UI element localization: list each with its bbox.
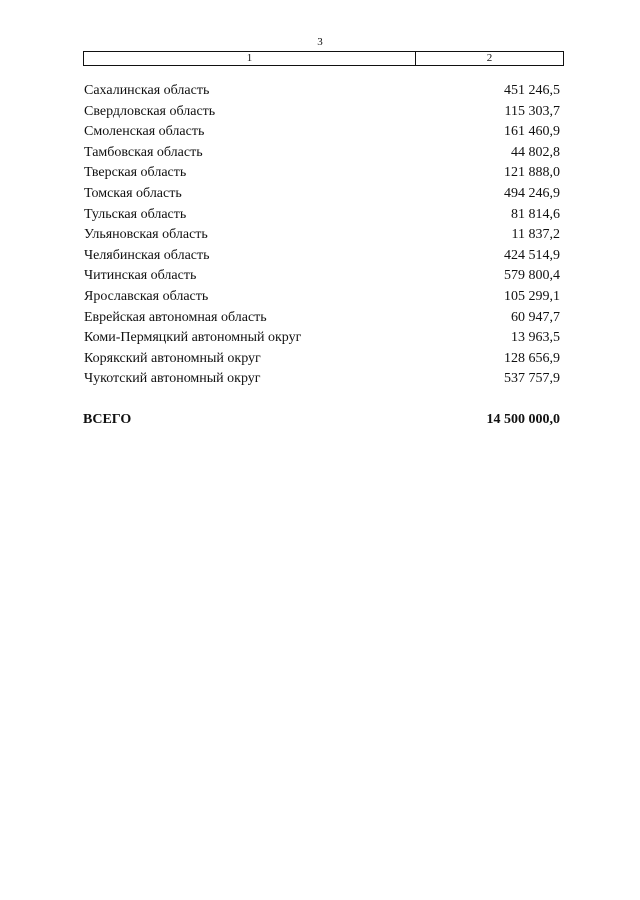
region-name: Челябинская область [84, 247, 210, 263]
table-row [84, 102, 560, 123]
table-row [84, 184, 560, 205]
total-row [83, 410, 560, 430]
region-name: Тульская область [84, 206, 187, 222]
region-value: 424 514,9 [504, 247, 560, 263]
region-value: 11 837,2 [511, 227, 560, 243]
region-name: Коми-Пермяцкий автономный округ [84, 330, 302, 346]
region-value: 121 888,0 [504, 165, 560, 181]
region-name: Ульяновская область [84, 227, 208, 243]
region-name: Тверская область [84, 165, 187, 181]
table-row [84, 287, 560, 308]
region-name: Свердловская область [84, 103, 216, 119]
region-value: 451 246,5 [504, 83, 560, 98]
region-name: Корякский автономный округ [84, 350, 261, 366]
page-number: 3 [317, 36, 323, 48]
column-header-1: 1 [84, 52, 416, 65]
total-label: ВСЕГО [83, 412, 132, 427]
column-header-2: 2 [486, 52, 493, 64]
region-name: Тамбовская область [84, 144, 203, 160]
table-row [84, 163, 560, 184]
region-value: 161 460,9 [504, 124, 560, 140]
region-name: Ярославская область [84, 288, 209, 304]
table-row [84, 205, 560, 226]
table-row [84, 328, 560, 349]
region-value: 537 757,9 [504, 371, 560, 387]
table-row [84, 266, 560, 287]
region-value: 44 802,8 [511, 144, 560, 160]
region-name: Сахалинская область [84, 83, 210, 98]
table-row [84, 81, 560, 102]
region-value: 494 246,9 [504, 185, 560, 201]
region-name: Чукотский автономный округ [84, 371, 261, 387]
region-name: Читинская область [84, 268, 197, 284]
table-row [84, 308, 560, 329]
region-list [84, 81, 560, 390]
region-name: Томская область [84, 185, 182, 201]
table-row [84, 349, 560, 370]
region-value: 128 656,9 [504, 350, 560, 366]
region-value: 115 303,7 [504, 103, 560, 119]
column-header [83, 51, 564, 66]
table-row [84, 143, 560, 164]
table-row [84, 246, 560, 267]
region-name: Еврейская автономная область [84, 309, 267, 325]
region-value: 105 299,1 [504, 288, 560, 304]
region-value: 81 814,6 [511, 206, 560, 222]
region-value: 13 963,5 [511, 330, 560, 346]
region-name: Смоленская область [84, 124, 205, 140]
region-value: 579 800,4 [504, 268, 560, 284]
total-value: 14 500 000,0 [486, 412, 560, 427]
table-row [84, 122, 560, 143]
table-row [84, 369, 560, 390]
table-row [84, 225, 560, 246]
region-value: 60 947,7 [511, 309, 560, 325]
